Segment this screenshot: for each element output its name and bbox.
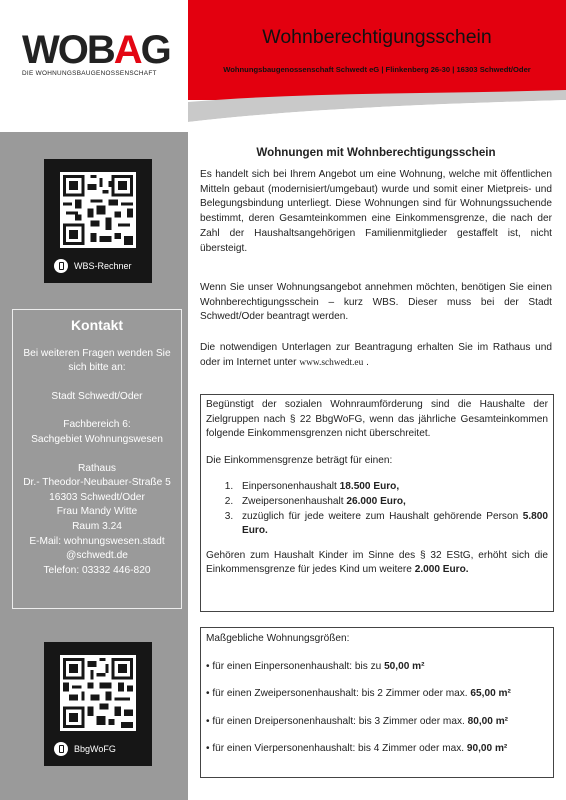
wbs-paragraph: Wenn Sie unser Wohnungsangebot annehmen möchten, benötigen Sie einen Wohnberechtigungsschein – kurz WBS. Dieser muss bei der Stadt Schwedt/Oder beantragt werden. [200, 282, 552, 323]
qr-card-label: WBS-Rechner [74, 261, 132, 271]
phone-icon [54, 742, 68, 756]
income-intro: Begünstigt der sozialen Wohnraumförderung sind die Haushalte der Zielgruppen nach § 22 BbgWoFG, wenn das jährliche Gesamteinkommen folgende Einkommensgrenzen nicht überschreitet. [206, 399, 548, 440]
size-title: Maßgebliche Wohnungsgrößen: [206, 633, 350, 644]
page-title: Wohnberechtigungsschein [262, 26, 492, 48]
kontakt-box [12, 309, 182, 609]
phone-icon [54, 259, 68, 273]
apartment-size-box [200, 627, 554, 778]
list-item: 2. Zweipersonenhaushalt 26.000 Euro, [236, 495, 548, 510]
qr-card-wbs-rechner[interactable] [44, 159, 152, 283]
qr-code-icon [60, 172, 136, 248]
website-link[interactable]: www.schwedt.eu [299, 357, 364, 368]
qr-card-bbgwofg[interactable] [44, 642, 152, 766]
intro-paragraph: Es handelt sich bei Ihrem Angebot um eine Wohnung, welche mit öffentlichen Mitteln gebaut (modernisiert/umgebaut) wurde und somit einer Mietpreis- und Belegungsbindung unterliegt. Diese Wohnungen sind für Wohnungssuchende bestimmt, deren Gesamteinkommen eine Einkommensgrenze, die nach der Zahl der Haushaltsangehörigen Familienmitglieder gestaffelt ist, nicht übersteigt. [200, 169, 552, 254]
kontakt-email-domain[interactable]: @schwedt.de [66, 550, 128, 562]
list-item: 3. zuzüglich für jede weitere zum Haushalt gehörende Person 5.800 Euro. [236, 510, 548, 539]
kontakt-email[interactable]: E-Mail: wohnungswesen.stadt [29, 535, 165, 547]
income-limit-box [200, 394, 554, 612]
kontakt-line: Frau Mandy Witte [56, 506, 138, 518]
logo-subtitle: DIE WOHNUNGSBAUGENOSSENSCHAFT [22, 70, 157, 77]
documents-paragraph: Die notwendigen Unterlagen zur Beantragung erhalten Sie im Rathaus und oder im Internet unter www.schwedt.eu . [200, 342, 552, 368]
qr-code-icon [60, 655, 136, 731]
list-item: • für einen Vierpersonenhaushalt: bis 4 Zimmer oder max. 90,00 m² [206, 743, 508, 755]
children-note: Gehören zum Haushalt Kinder im Sinne des § 32 EStG, erhöht sich die Einkommensgrenze für jedes Kind um weitere 2.000 Euro. [206, 549, 548, 576]
list-item: • für einen Dreipersonenhaushalt: bis 3 Zimmer oder max. 80,00 m² [206, 715, 509, 727]
wobag-logo [22, 30, 172, 80]
qr-label-row [54, 742, 116, 756]
section-title: Wohnungen mit Wohnberechtigungsschein [256, 146, 496, 159]
income-limit-list [206, 480, 548, 538]
kontakt-line: Raum 3.24 [72, 520, 122, 532]
income-limit-intro: Die Einkommensgrenze beträgt für einen: [206, 454, 393, 466]
kontakt-phone: Telefon: 03332 446-820 [43, 564, 151, 576]
list-item: • für einen Einpersonenhaushalt: bis zu 50,00 m² [206, 660, 425, 672]
list-item: 1. Einpersonenhaushalt 18.500 Euro, [236, 480, 548, 495]
list-item: • für einen Zweipersonenhaushalt: bis 2 Zimmer oder max. 65,00 m² [206, 688, 511, 700]
kontakt-line: Stadt Schwedt/Oder [51, 390, 143, 402]
header-wave [188, 78, 566, 138]
qr-label-row [54, 259, 132, 273]
kontakt-title: Kontakt [70, 317, 124, 333]
logo-area [0, 0, 188, 132]
logo-wordmark: WOBAG [22, 28, 170, 72]
kontakt-line: Rathaus [78, 462, 116, 474]
qr-card-label: BbgWoFG [74, 744, 116, 754]
kontakt-line: Sachgebiet Wohnungswesen [31, 433, 163, 445]
kontakt-line: 16303 Schwedt/Oder [49, 491, 145, 503]
header-address: Wohnungsbaugenossenschaft Schwedt eG | Flinkenberg 26-30 | 16303 Schwedt/Oder [223, 65, 531, 74]
kontakt-line: Fachbereich 6: [63, 419, 131, 431]
kontakt-line: Bei weiteren Fragen wenden Sie sich bitte an: [23, 347, 171, 374]
kontakt-line: Dr.- Theodor-Neubauer-Straße 5 [23, 477, 171, 489]
